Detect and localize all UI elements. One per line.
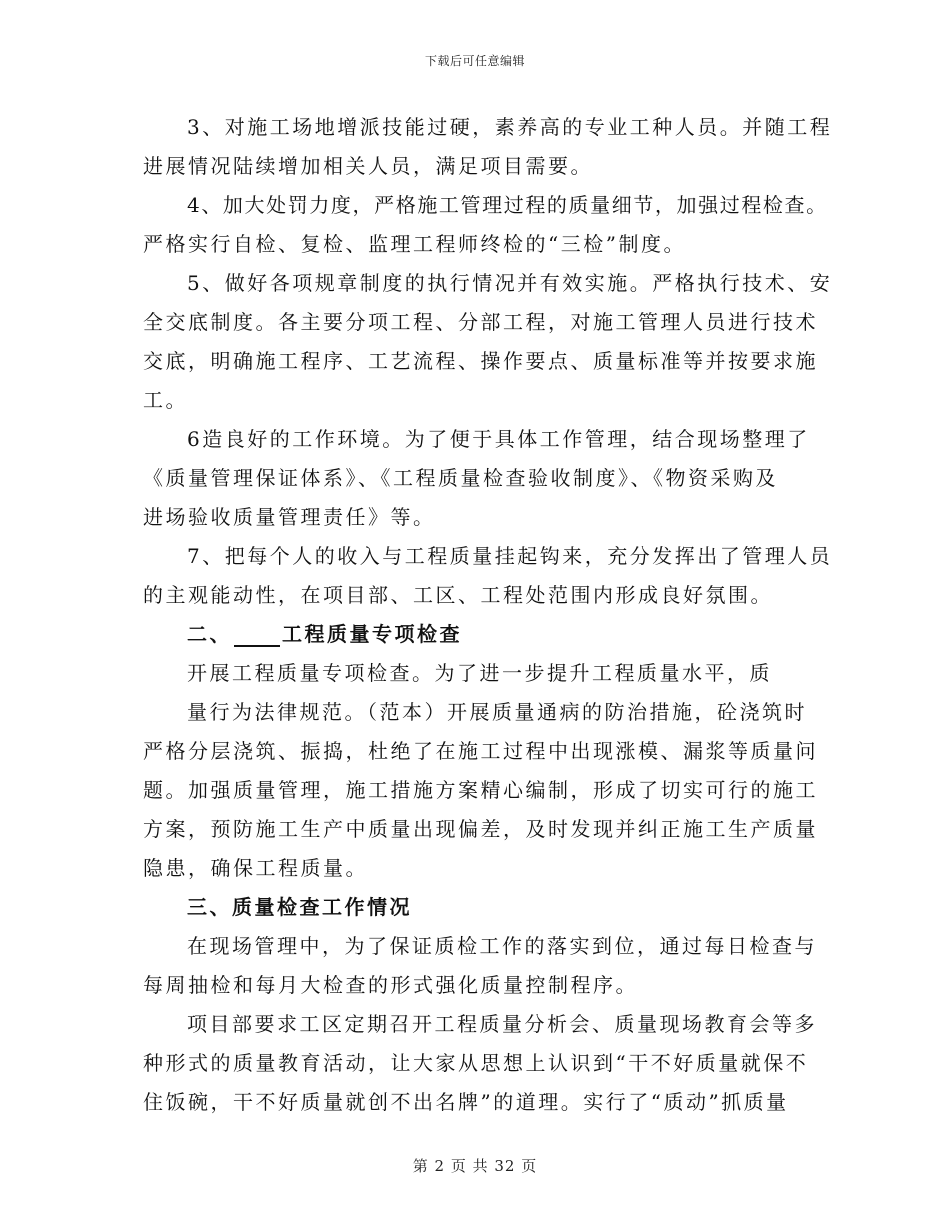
text-line: 开展工程质量专项检查。为了进一步提升工程质量水平，质: [187, 661, 772, 685]
section-heading-2: [143, 615, 815, 654]
paragraph-item-7: [143, 537, 833, 615]
text-line: 量行为法律规范。（范本）开展质量通病的防治措施，砼浇筑时: [187, 700, 807, 724]
section-heading-3: 三、质量检查工作情况: [187, 895, 412, 919]
text-line: 5、做好各项规章制度的执行情况并有效实施。严格执行技术、安: [187, 271, 833, 295]
text-line: 交底，明确施工程序、工艺流程、操作要点、质量标准等并按要求施: [143, 349, 818, 373]
text-line: 住饭碗，干不好质量就创不出名牌”的道理。实行了“质动”抓质量: [143, 1090, 789, 1114]
paragraph-item-6: [143, 420, 815, 537]
text-line: 《质量管理保证体系》、《工程质量检查验收制度》、《物资采购及: [143, 466, 778, 490]
text-line: 严格实行自检、复检、监理工程师终检的“三检”制度。: [143, 232, 686, 256]
text-line: 6造良好的工作环境。为了便于具体工作管理，结合现场整理了: [187, 427, 810, 451]
text-line: 4、加大处罚力度，严格施工管理过程的质量细节，加强过程检查。: [187, 193, 828, 217]
fill-in-blank: [234, 623, 280, 647]
text-line: 每周抽检和每月大检查的形式强化质量控制程序。: [143, 973, 638, 997]
paragraph-item-5: [143, 264, 833, 420]
text-line: 题。加强质量管理，施工措施方案精心编制，形成了切实可行的施工: [143, 778, 818, 802]
text-line: 全交底制度。各主要分项工程、分部工程，对施工管理人员进行技术: [143, 310, 818, 334]
text-line: 3、对施工场地增派技能过硬，素养高的专业工种人员。并随工程: [187, 115, 833, 139]
heading-prefix: 二、: [187, 622, 232, 646]
page-number-footer: 第 2 页 共 32 页: [412, 1157, 538, 1175]
paragraph-quality-inspection: [143, 654, 818, 888]
document-body: [143, 108, 833, 1122]
page-header-note: 下载后可任意编辑: [424, 54, 525, 68]
text-line: 种形式的质量教育活动，让大家从思想上认识到“干不好质量就保不: [143, 1051, 809, 1075]
heading-text: 工程质量专项检查: [282, 622, 462, 646]
paragraph-site-management: [143, 927, 815, 1005]
text-line: 严格分层浇筑、振捣，杜绝了在施工过程中出现涨模、漏浆等质量问: [143, 739, 818, 763]
paragraph-education-activities: [143, 1005, 815, 1122]
text-line: 进展情况陆续增加相关人员，满足项目需要。: [143, 154, 593, 178]
text-line: 隐患，确保工程质量。: [143, 856, 368, 880]
text-line: 的主观能动性，在项目部、工区、工程处范围内形成良好氛围。: [143, 583, 773, 607]
text-line: 进场验收质量管理责任》等。: [143, 505, 436, 529]
text-line: 项目部要求工区定期召开工程质量分析会、质量现场教育会等多: [187, 1012, 817, 1036]
paragraph-item-3: [143, 108, 833, 186]
text-line: 7、把每个人的收入与工程质量挂起钩来，充分发挥出了管理人员: [187, 544, 833, 568]
paragraph-item-4: [143, 186, 828, 264]
text-line: 在现场管理中，为了保证质检工作的落实到位，通过每日检查与: [187, 934, 817, 958]
text-line: 工。: [143, 388, 188, 412]
text-line: 方案，预防施工生产中质量出现偏差，及时发现并纠正施工生产质量: [143, 817, 818, 841]
